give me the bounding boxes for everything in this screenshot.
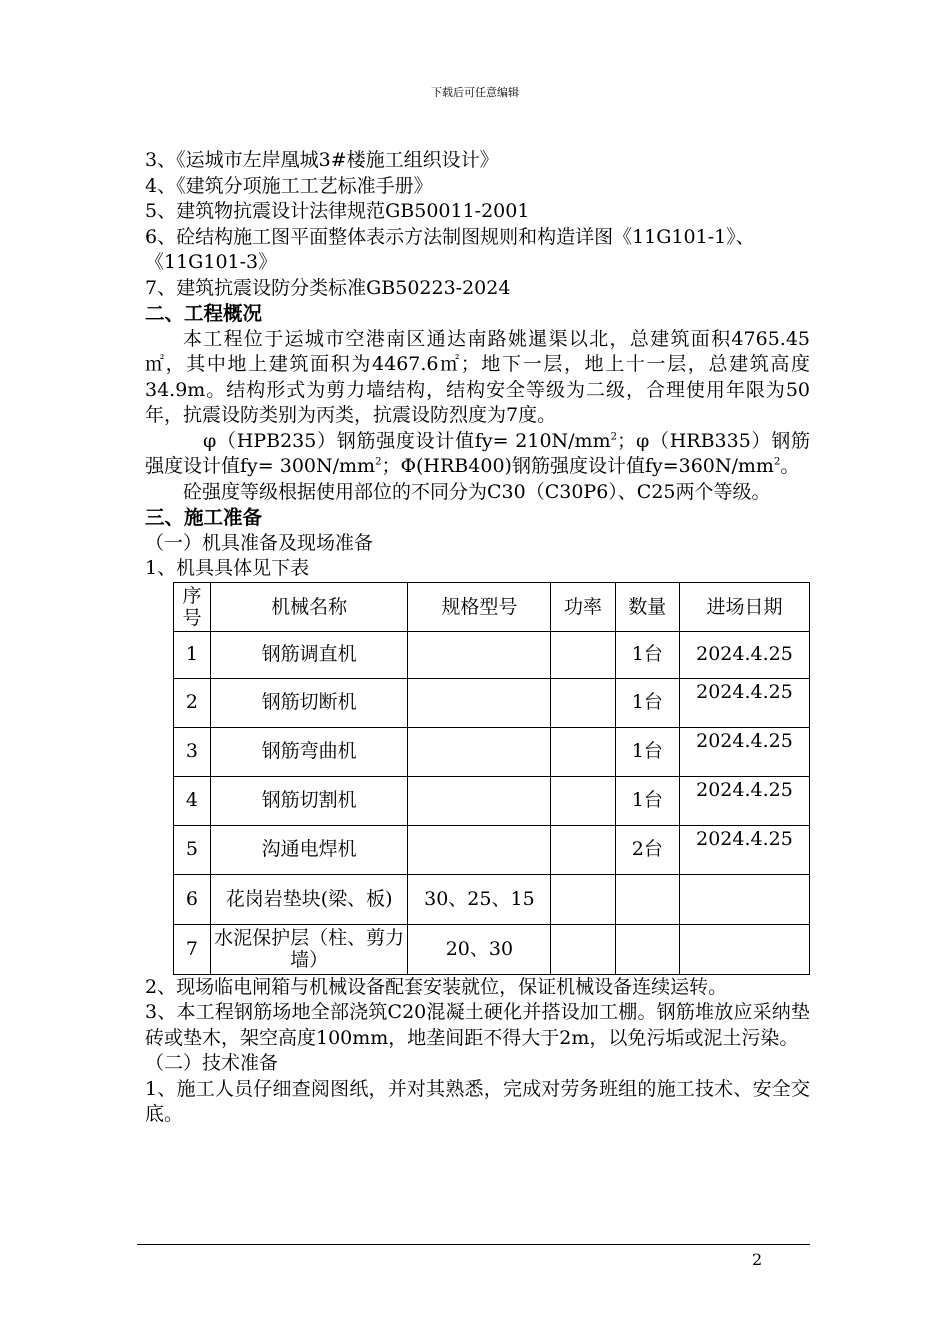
header-cell-qty: 数量 <box>615 582 679 631</box>
concrete-grade-paragraph: 砼强度等级根据使用部位的不同分为C30（C30P6）、C25两个等级。 <box>183 480 771 503</box>
cell-power <box>551 924 615 974</box>
cell-spec: 30、25、15 <box>408 874 551 924</box>
reference-item: 5、建筑物抗震设计法律规范GB50011-2001 <box>145 200 530 222</box>
cell-name: 水泥保护层（柱、剪力墙） <box>210 924 407 974</box>
cell-qty: 1台 <box>615 727 679 776</box>
cell-qty: 2台 <box>615 825 679 874</box>
subsection-heading-equipment: （一）机具准备及现场准备 <box>145 531 374 554</box>
reference-item: 6、砼结构施工图平面整体表示方法制图规则和构造详图《11G101-1》、《11G101-3》 <box>145 225 755 273</box>
footer-divider <box>137 1244 810 1245</box>
document-body <box>145 148 810 1128</box>
superscript: 2 <box>375 456 382 468</box>
cell-name: 钢筋调直机 <box>210 631 407 678</box>
section-heading-preparation: 三、施工准备 <box>145 506 263 529</box>
technical-paragraph: 1、施工人员仔细查阅图纸，并对其熟悉，完成对劳务班组的施工技术、安全交底。 <box>145 1077 810 1125</box>
cell-date <box>679 874 809 924</box>
header-cell-no: 序号 <box>174 582 211 631</box>
site-storage-paragraph: 3、本工程钢筋场地全部浇筑C20混凝土硬化并搭设加工棚。钢筋堆放应采纳垫砖或垫木，架空高度100mm，地垄间距不得大于2m，以免污垢或泥土污染。 <box>145 1001 810 1049</box>
cell-no: 3 <box>174 727 211 776</box>
reference-item: 7、建筑抗震设防分类标准GB50223-2024 <box>145 276 511 299</box>
superscript: 2 <box>610 431 617 443</box>
cell-qty: 1台 <box>615 776 679 825</box>
cell-name: 钢筋弯曲机 <box>210 727 407 776</box>
cell-no: 6 <box>174 874 211 924</box>
subsection-heading-technical: （二）技术准备 <box>145 1052 279 1074</box>
cell-spec <box>408 678 551 727</box>
rebar-text-3: ；Φ(HRB400)钢筋强度设计值fy=360N/mm <box>381 455 774 477</box>
cell-no: 7 <box>174 924 211 974</box>
reference-item: 3、《运城市左岸凰城3#楼施工组织设计》 <box>145 149 499 171</box>
cell-date: 2024.4.25 <box>679 727 809 776</box>
cell-power <box>551 825 615 874</box>
table-row <box>174 727 810 776</box>
cell-no: 4 <box>174 776 211 825</box>
cell-power <box>551 678 615 727</box>
cell-spec <box>408 631 551 678</box>
cell-power <box>551 727 615 776</box>
cell-power <box>551 631 615 678</box>
table-row <box>174 825 810 874</box>
cell-spec <box>408 727 551 776</box>
cell-date: 2024.4.25 <box>679 631 809 678</box>
cell-name: 钢筋切断机 <box>210 678 407 727</box>
table-row <box>174 776 810 825</box>
cell-qty: 1台 <box>615 678 679 727</box>
equipment-list-intro: 1、机具具体见下表 <box>145 557 310 579</box>
rebar-text-1: φ（HPB235）钢筋强度设计值fy= 210N/mm <box>203 429 611 452</box>
cell-spec: 20、30 <box>408 924 551 974</box>
overview-paragraph: 本工程位于运城市空港南区通达南路姚暹渠以北，总建筑面积4765.45㎡，其中地上建筑面积为4467.6㎡；地下一层，地上十一层，总建筑高度34.9m。结构形式为剪力墙结构，结构安全等级为二级，合理使用年限为50年，抗震设防类别为丙类，抗震设防烈度为7度。 <box>145 327 810 426</box>
cell-date: 2024.4.25 <box>679 678 809 727</box>
header-cell-date: 进场日期 <box>679 582 809 631</box>
cell-name: 花岗岩垫块(梁、板) <box>210 874 407 924</box>
page-header: 下载后可任意编辑 <box>431 86 519 99</box>
equipment-table <box>173 582 810 975</box>
table-row <box>174 874 810 924</box>
cell-qty <box>615 924 679 974</box>
cell-date <box>679 924 809 974</box>
header-cell-name: 机械名称 <box>210 582 407 631</box>
cell-date: 2024.4.25 <box>679 825 809 874</box>
header-cell-power: 功率 <box>551 582 615 631</box>
page-number: 2 <box>752 1250 763 1269</box>
table-header-row <box>174 582 810 631</box>
cell-no: 1 <box>174 631 211 678</box>
table-row <box>174 631 810 678</box>
cell-name: 钢筋切割机 <box>210 776 407 825</box>
cell-qty <box>615 874 679 924</box>
cell-date: 2024.4.25 <box>679 776 809 825</box>
section-heading-overview: 二、工程概况 <box>145 302 263 325</box>
cell-spec <box>408 776 551 825</box>
cell-power <box>551 874 615 924</box>
superscript: 2 <box>773 456 781 468</box>
rebar-text-4: 。 <box>780 455 800 477</box>
cell-power <box>551 776 615 825</box>
reference-item: 4、《建筑分项施工工艺标准手册》 <box>145 174 433 197</box>
cell-qty: 1台 <box>615 631 679 678</box>
cell-no: 2 <box>174 678 211 727</box>
cell-name: 沟通电焊机 <box>210 825 407 874</box>
cell-spec <box>408 825 551 874</box>
table-row <box>174 924 810 974</box>
rebar-text-2: ；φ（HRB335）钢筋强度设计值fy= 300N/mm <box>145 429 810 477</box>
site-electric-paragraph: 2、现场临电闸箱与机械设备配套安装就位，保证机械设备连续运转。 <box>145 975 728 998</box>
cell-no: 5 <box>174 825 211 874</box>
header-cell-spec: 规格型号 <box>408 582 551 631</box>
rebar-strength-paragraph <box>145 429 810 480</box>
table-row <box>174 678 810 727</box>
